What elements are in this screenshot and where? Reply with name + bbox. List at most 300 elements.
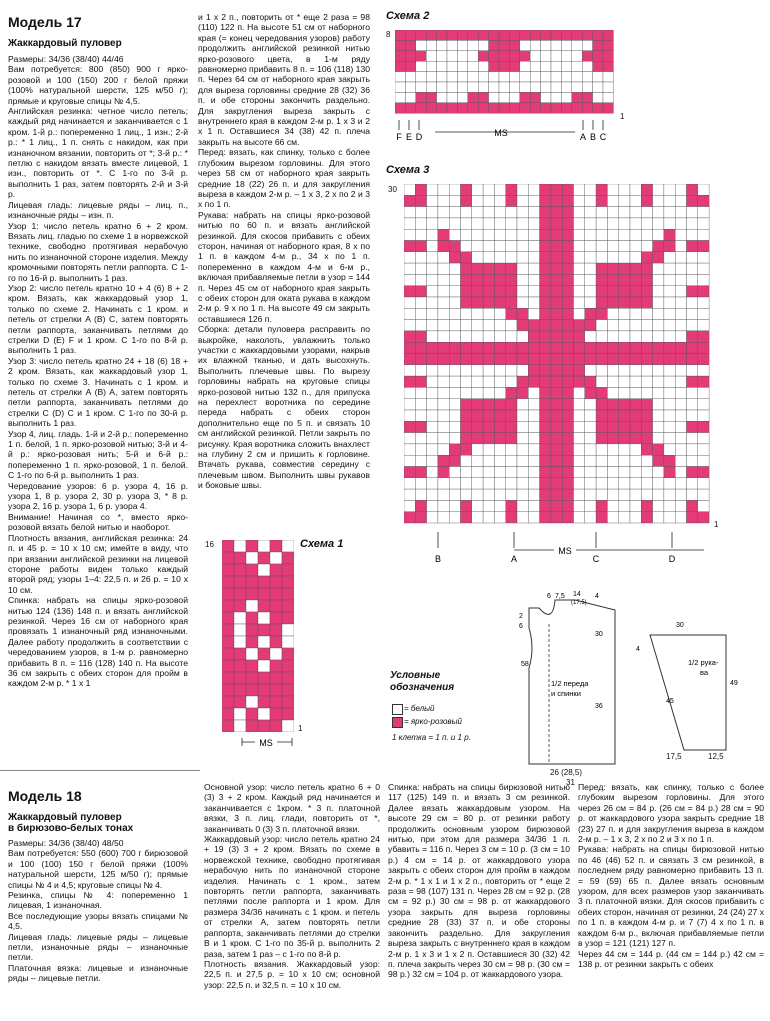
schema3-cell [528,184,539,195]
schema3-cell [664,365,675,376]
schema3-cell [483,263,494,274]
body-label-1: 1/2 переда [551,679,589,688]
schema3-arrow-label-1: A [510,554,518,564]
schema3-cell [687,444,698,455]
schema3-cell [664,241,675,252]
schema3-cell [630,410,641,421]
schema3-cell [698,252,709,263]
schema2-cell [416,72,426,82]
schema3-cell [653,218,664,229]
schema3-cell [585,308,596,319]
schema3-cell [472,195,483,206]
schema3-cell [585,512,596,523]
body-58: 58 [521,661,529,668]
schema3-cell [619,252,630,263]
schema3-cell [449,421,460,432]
schema3-cell [630,387,641,398]
schema3-cell [540,354,551,365]
schema2-cell [395,72,405,82]
schema3-cell [585,263,596,274]
schema3-cell [574,421,585,432]
schema3-cell [449,274,460,285]
schema3-cell [653,342,664,353]
schema3-cell [574,410,585,421]
schema3-cell [687,274,698,285]
schema3-cell [483,320,494,331]
schema2-right-0-arrow-label: A [579,132,587,142]
schema2-ms-text: MS [494,128,508,138]
schema3-cell [449,286,460,297]
schema3-cell [483,218,494,229]
schema3-cell [438,467,449,478]
schema3-cell [574,274,585,285]
schema2-cell [457,103,467,113]
schema2-cell [447,30,457,40]
schema1-cell [270,588,282,600]
schema3-cell [574,512,585,523]
schema3-cell [596,421,607,432]
schema3-cell [506,331,517,342]
schema3-row1-label: 1 [714,520,719,529]
schema3-cell [438,241,449,252]
schema3-cell [641,286,652,297]
schema3-cell [664,297,675,308]
schema3-cell [506,410,517,421]
schema3-cell [404,218,415,229]
schema3-cell [551,399,562,410]
schema2-cell [489,40,499,50]
schema3-cell [461,229,472,240]
schema2-cell [437,51,447,61]
schema2-row1-label: 1 [620,112,625,121]
schema3-cell [415,354,426,365]
schema3-cell [641,263,652,274]
schema3-cell [562,421,573,432]
schema3-cell [664,274,675,285]
schema3-cell [562,399,573,410]
schema3-cell [494,229,505,240]
schema1-cell [246,564,258,576]
schema3-cell [585,342,596,353]
schema3-cell [483,489,494,500]
schema1-cell [222,552,234,564]
schema3-cell [461,500,472,511]
schema3-cell [506,297,517,308]
schema1-cell [258,576,270,588]
schema3-cell [664,512,675,523]
schema3-cell [574,207,585,218]
schema2-cell [509,51,519,61]
schema3-cell [596,467,607,478]
schema2-cell [478,82,488,92]
schema3-cell [461,354,472,365]
schema3-cell [619,376,630,387]
schema3-cell [585,478,596,489]
schema3-cell [517,500,528,511]
schema3-cell [404,467,415,478]
body-bottom-width: 26 (28,5) [550,768,583,777]
schema3-cell [664,478,675,489]
schema3-cell [675,354,686,365]
schema3-cell [494,184,505,195]
schema1-cell [234,588,246,600]
schema1-cell [222,720,234,732]
schema2-cell [593,30,603,40]
schema3-cell [472,467,483,478]
schema3-cell [675,263,686,274]
schema3-cell [596,229,607,240]
schema1-cell [270,660,282,672]
schema3-cell [449,184,460,195]
schema3-cell [415,195,426,206]
legend-pink-label: = ярко-розовый [404,717,462,726]
schema3-cell [653,207,664,218]
schema3-cell [562,241,573,252]
schema3-cell [438,286,449,297]
schema3-cell [506,354,517,365]
schema3-cell [664,252,675,263]
schema3-cell [619,342,630,353]
schema3-cell [574,308,585,319]
schema2-cell [572,103,582,113]
schema3-cell [630,297,641,308]
schema3-cell [494,308,505,319]
schema2-cell [447,51,457,61]
schema3-cell [641,444,652,455]
schema3-cell [619,433,630,444]
schema3-cell [540,387,551,398]
schema2-cell [489,82,499,92]
schema3-cell [675,252,686,263]
schema3-cell [675,241,686,252]
schema3-cell [494,467,505,478]
schema3-cell [641,331,652,342]
schema3-cell [574,376,585,387]
schema3-cell [427,184,438,195]
schema3-cell [641,229,652,240]
schema3-cell [653,455,664,466]
schema3-cell [472,297,483,308]
schema2-cell [405,30,415,40]
schema3-cell [698,207,709,218]
schema3-cell [472,331,483,342]
schema3-cell [472,207,483,218]
schema2-cell [509,72,519,82]
schema3-cell [438,320,449,331]
schema1-cell [222,540,234,552]
schema1-cell [282,648,294,660]
schema3-cell [506,308,517,319]
schema3-cell [585,195,596,206]
schema3-cell [540,229,551,240]
schema3-cell [551,365,562,376]
schema1-cell [282,720,294,732]
schema2-cell [582,61,592,71]
schema3-cell [438,207,449,218]
schema2-cell [603,40,613,50]
schema3-cell [415,308,426,319]
schema3-cell [596,478,607,489]
schema2-cell [457,82,467,92]
schema2-cell [478,51,488,61]
schema3-cell [675,478,686,489]
schema1-cell [270,540,282,552]
schema3-arrow-label-3: D [668,554,676,564]
schema2-cell [572,92,582,102]
schema3-cell [574,455,585,466]
schema3-cell [596,218,607,229]
schema3-cell [562,207,573,218]
schema3-cell [585,467,596,478]
schema2-cell [478,30,488,40]
sleeve-bottom-125: 12,5 [708,752,724,761]
body-bottom-31: 31 [566,778,575,787]
schema1-cell [246,720,258,732]
schema3-cell [404,263,415,274]
schema3-cell [619,489,630,500]
schema3-cell [641,376,652,387]
schema3-cell [427,308,438,319]
schema1-ms [222,732,294,752]
schema3-cell [607,241,618,252]
schema3-cell [540,286,551,297]
schema2-cell [520,103,530,113]
schema3-cell [517,354,528,365]
schema3-cell [540,489,551,500]
schema3-cell [630,308,641,319]
body-top-e: (17,5) [571,600,587,606]
schema3-cell [574,320,585,331]
schema3-cell [517,410,528,421]
schema2-cell [572,30,582,40]
schema3-cell [427,207,438,218]
schema3-cell [687,195,698,206]
schema3-cell [551,467,562,478]
schema2-cell [509,61,519,71]
schema3-cell [528,207,539,218]
schema2-cell [603,103,613,113]
schema3-cell [641,207,652,218]
schema3-cell [427,331,438,342]
schema3-cell [562,467,573,478]
schema3-cell [427,365,438,376]
schema3-cell [551,286,562,297]
schema1-cell [282,672,294,684]
schema3-cell [438,365,449,376]
schema3-cell [404,421,415,432]
schema3-cell [574,331,585,342]
schema1-cell [234,708,246,720]
schema3-cell [449,263,460,274]
schema3-cell [540,195,551,206]
schema3-cell [653,195,664,206]
schema3-cell [551,387,562,398]
schema2-cell [426,103,436,113]
schema3-cell [517,512,528,523]
schema3-cell [540,421,551,432]
sleeve-30: 30 [676,622,684,629]
schema3-cell [687,500,698,511]
schema2-cell [541,103,551,113]
schema3-cell [619,241,630,252]
schema2-cell [437,103,447,113]
schema3-cell [438,444,449,455]
schema3-cell [461,365,472,376]
schema2-cell [530,72,540,82]
schema3-cell [607,421,618,432]
schema3-cell [461,489,472,500]
schema3-cell [562,433,573,444]
schema3-cell [698,467,709,478]
schema2-cell [489,61,499,71]
schema3-cell [698,410,709,421]
schema3-cell [574,184,585,195]
schema3-cell [687,207,698,218]
schema3-cell [472,399,483,410]
schema2-cell [509,30,519,40]
schema2-cell [530,82,540,92]
schema3-cell [506,241,517,252]
schema2-cell [457,72,467,82]
schema3-cell [596,433,607,444]
schema3-cell [596,444,607,455]
schema1-grid [222,540,294,732]
schema2-cell [468,92,478,102]
schema1-cell [246,696,258,708]
schema3-cell [540,467,551,478]
schema3-cell [653,410,664,421]
schema3-cell [698,331,709,342]
schema3-cell [415,478,426,489]
schema1-cell [234,576,246,588]
schema3-cell [562,218,573,229]
schema3-cell [619,399,630,410]
schema3-cell [449,500,460,511]
schema1-cell [234,720,246,732]
schema2-cell [520,51,530,61]
schema3-cell [687,342,698,353]
schema3-cell [619,444,630,455]
schema3-cell [630,467,641,478]
schema3-cell [585,489,596,500]
schema3-cell [596,342,607,353]
schema2-cell [541,82,551,92]
schema3-cell [494,207,505,218]
schema3-cell [449,195,460,206]
schema3-cell [675,433,686,444]
schema3-cell [585,297,596,308]
schema2-cell [405,51,415,61]
schema3-cell [675,229,686,240]
schema3-cell [427,286,438,297]
schema3-cell [698,218,709,229]
schema1-cell [222,708,234,720]
model18-text-col4: Перед: вязать, как спинку, только с более глубоким вырезом горловины. Для этого через 26 см = 84 р. (26 см = 84 р.) 28 см = 90 р. от жаккардового узора закрыть средние 18 (23) 27 п. и для закругления выреза в каждом 2-м р. – 1 х 3, 2 х по 2 и 3 х по 1 п. Рукава: набрать на спицы бирюзовой нитью по 46 (46) 52 п. и связать 3 см резинкой, в последнем ряду равномерно прибавить 13 п. = 59 (59) 65 п. Далее вязать основным узором, для всех размеров узор заканчивать 3 п. платочной вязки. Для скосов прибавить с обеих сторон, начиная от резинки, 24 (24) 27 х по 1 п. в каждом 4-м р. и 7 (7) 4 х по 1 п. в каждом 6-м р., включая прибавляемые петли в узор = 121 (121) 127 п. Через 44 см = 144 р. (44 см = 144 р.) 42 см = 138 р. от резинки закрыть с обеих [578,782,764,969]
schema3-cell [596,376,607,387]
schema3-cell [562,342,573,353]
schema2-left-1-arrow-label: E [405,132,413,142]
schema3-cell [415,241,426,252]
schema3-cell [607,297,618,308]
schema3-cell [596,195,607,206]
schema3-cell [675,195,686,206]
schema3-cell [551,297,562,308]
schema3-cell [517,241,528,252]
schema3-cell [540,331,551,342]
schema3-cell [449,229,460,240]
schema3-cell [698,342,709,353]
schema3-cell [664,286,675,297]
schema1-cell [258,612,270,624]
schema3-cell [596,512,607,523]
schema2-cell [541,92,551,102]
schema3-cell [438,263,449,274]
schema3-cell [551,342,562,353]
schema3-cell [506,286,517,297]
schema3-cell [551,455,562,466]
schema1-cell [246,672,258,684]
schema3-cell [438,297,449,308]
schema2-cell [499,72,509,82]
schema3-cell [506,207,517,218]
schema3-cell [415,320,426,331]
schema2-cell [405,61,415,71]
schema3-cell [630,184,641,195]
schema3-cell [585,274,596,285]
schema1-cell [222,576,234,588]
schema3-cell [698,455,709,466]
schema2-cell [447,72,457,82]
schema3-cell [562,297,573,308]
schema1-cell [282,636,294,648]
schema3-cell [664,455,675,466]
schema1-cell [222,648,234,660]
schema3-cell [506,195,517,206]
schema3-cell [619,410,630,421]
schema3-cell [494,297,505,308]
schema3-cell [607,387,618,398]
schema3-cell [641,387,652,398]
schema2-cell [468,72,478,82]
schema3-cell [506,478,517,489]
schema3-cell [472,489,483,500]
schema2-cell [489,51,499,61]
schema3-cell [506,376,517,387]
schema3-cell [664,433,675,444]
schema1-cell [246,600,258,612]
schema2-cell [530,92,540,102]
schema3-cell [562,410,573,421]
schema3-cell [506,489,517,500]
schema3-cell [494,342,505,353]
schema3-cell [641,365,652,376]
schema3-cell [607,433,618,444]
schema3-cell [528,320,539,331]
schema1-cell [282,708,294,720]
schema3-cell [687,421,698,432]
schema3-cell [607,467,618,478]
schema3-cell [585,331,596,342]
model18-subtitle: Жаккардовый пуловер в бирюзово-белых тонах [8,812,134,834]
schema3-cell [653,331,664,342]
schema1-label: Схема 1 [300,538,344,550]
schema3-cell [415,455,426,466]
schema3-cell [630,241,641,252]
schema3-cell [687,512,698,523]
schema3-cell [427,512,438,523]
schema3-cell [698,387,709,398]
schema3-grid [404,184,710,529]
